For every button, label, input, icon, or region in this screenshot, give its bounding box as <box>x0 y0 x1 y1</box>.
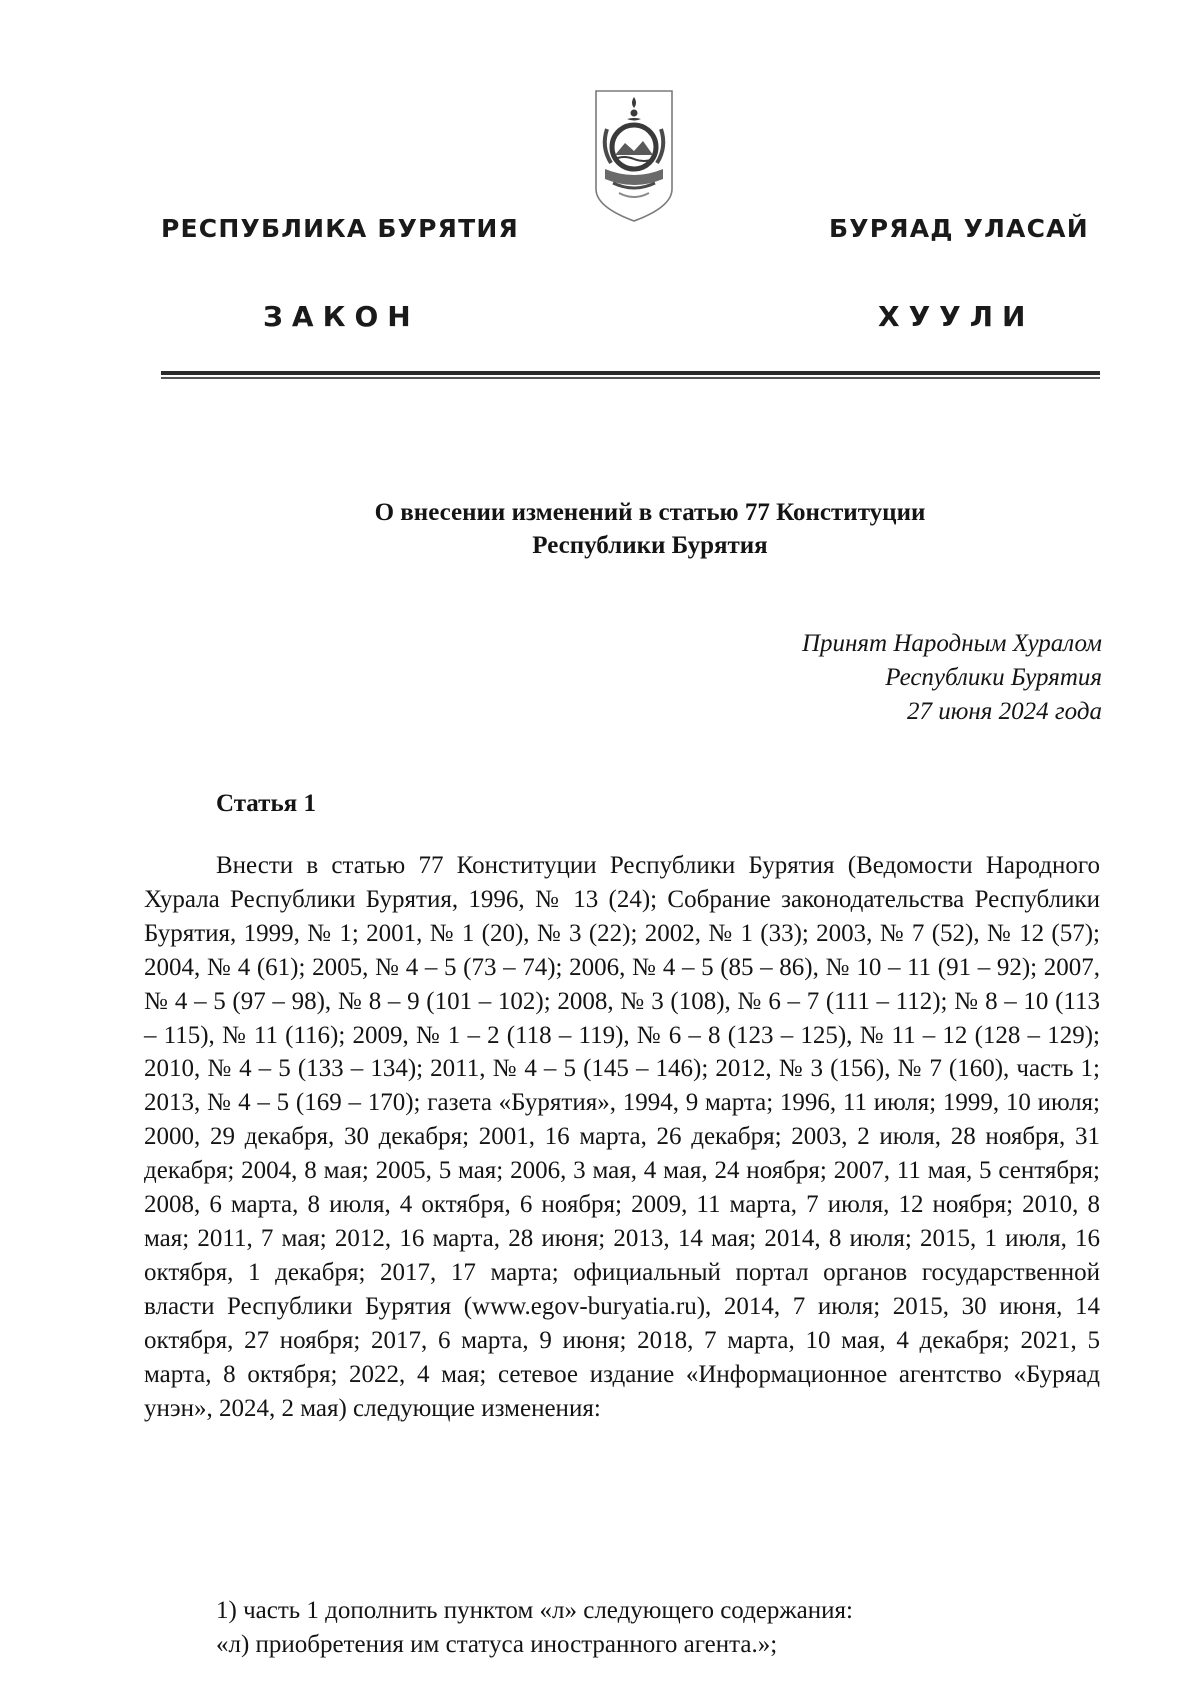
document-title-line-2: Республики Бурятия <box>532 532 768 559</box>
law-label-russian: ЗАКОН <box>263 300 420 333</box>
adoption-date: 27 июня 2024 года <box>907 698 1102 725</box>
adoption-note-line-1: Принят Народным Хуралом <box>801 630 1102 657</box>
article-paragraph: Внести в статью 77 Конституции Республики Бурятия (Ведомости Народного Хурала Республики Бурятия, 1996, № 13 (24); Собрание законодательства Республики Бурятия, 1999, № 1; 2001, № 1 (20), № 3 (22); 2002, № 1 (33); 2003, № 7 (52), № 12 (57); 2004, № 4 (61); 2005, № 4 – 5 (73 – 74); 2006, № 4 – 5 (85 – 86), № 10 – 11 (91 – 92); 2007, № 4 – 5 (97 – 98), № 8 – 9 (101 – 102); 2008, № 3 (108), № 6 – 7 (111 – 112); № 8 – 10 (113 – 115), № 11 (116); 2009, № 1 – 2 (118 – 119), № 6 – 8 (123 – 125), № 11 – 12 (128 – 129); 2010, № 4 – 5 (133 – 134); 2011, № 4 – 5 (145 – 146); 2012, № 3 (156), № 7 (160), часть 1; 2013, № 4 – 5 (169 – 170); газета «Бурятия», 1994, 9 марта; 1996, 11 июля; 1999, 10 июля; 2000, 29 декабря, 30 декабря; 2001, 16 марта, 26 декабря; 2003, 2 июля, 28 ноября, 31 декабря; 2004, 8 мая; 2005, 5 мая; 2006, 3 мая, 4 мая, 24 ноября; 2007, 11 мая, 5 сентября; 2008, 6 марта, 8 июля, 4 октября, 6 ноября; 2009, 11 марта, 7 июля, 12 ноября; 2010, 8 мая; 2011, 7 мая; 2012, 16 марта, 28 июня; 2013, 14 мая; 2014, 8 июля; 2015, 1 июля, 16 октября, 1 декабря; 2017, 17 марта; официальный портал органов государственной власти Республики Бурятия (www.egov-buryatia.ru), 2014, 7 июля; 2015, 30 июня, 14 октября, 27 ноября; 2017, 6 марта, 9 июня; 2018, 7 марта, 10 мая, 4 декабря; 2021, 5 марта, 8 октября; 2022, 4 мая; сетевое издание «Информационное агентство «Буряад унэн», 2024, 2 мая) следующие изменения: <box>144 852 1100 1422</box>
document-title-line-1: О внесении изменений в статью 77 Конституции <box>374 499 926 526</box>
document-title <box>200 496 1100 562</box>
republic-name-russian: РЕСПУБЛИКА БУРЯТИЯ <box>161 214 519 243</box>
amendment-item-1: 1) часть 1 дополнить пунктом «л» следующего содержания: <box>216 1597 853 1624</box>
republic-name-buryat: БУРЯАД УЛАСАЙ <box>829 214 1089 243</box>
header-divider-thick-line <box>161 371 1100 375</box>
article-heading: Статья 1 <box>216 790 316 817</box>
amendment-item-1-text: «л) приобретения им статуса иностранного агента.»; <box>216 1631 778 1658</box>
adoption-note-line-2: Республики Бурятия <box>885 664 1102 691</box>
header-divider-thin-line <box>161 377 1100 379</box>
law-label-buryat: ХУУЛИ <box>878 300 1035 333</box>
coat-of-arms-icon <box>593 89 675 229</box>
header-divider <box>161 371 1100 379</box>
adoption-note <box>802 627 1102 729</box>
